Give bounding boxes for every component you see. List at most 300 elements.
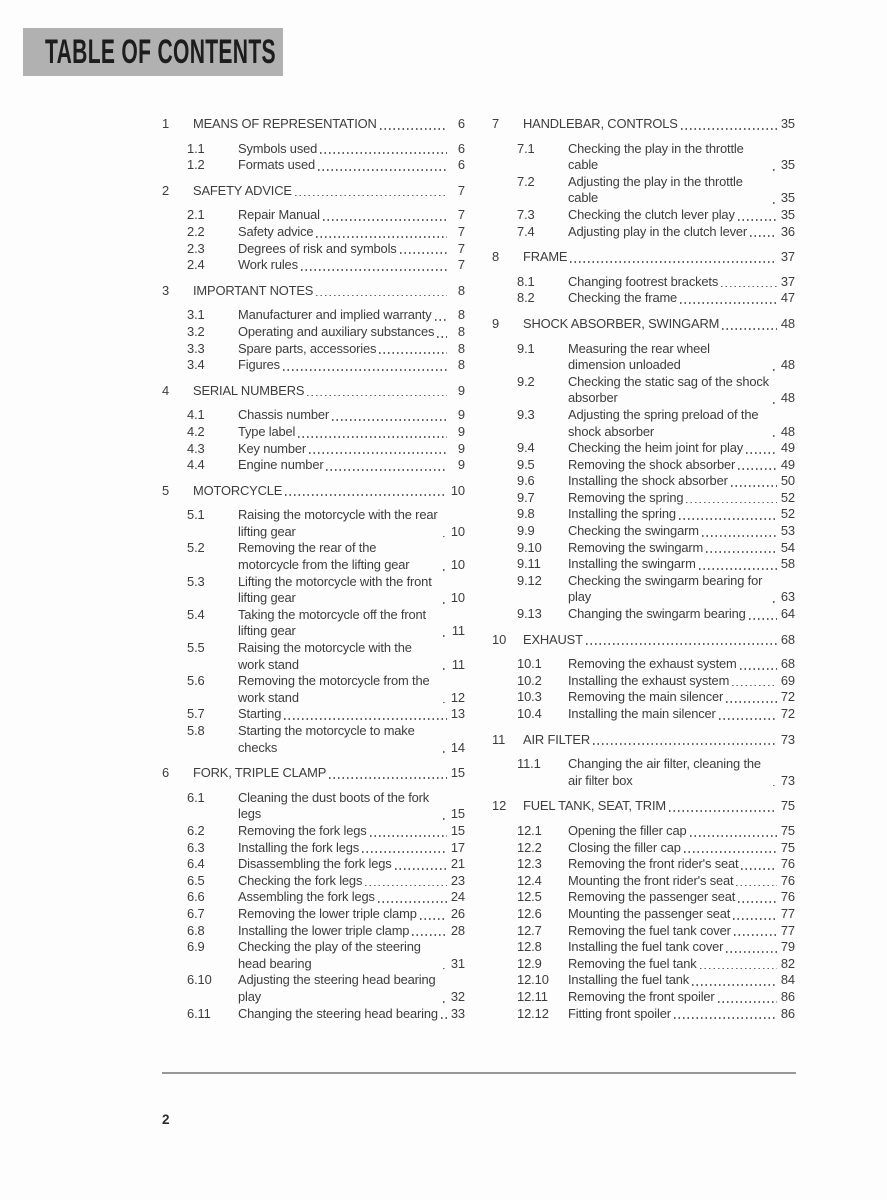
entry-number: 9.8 bbox=[517, 506, 535, 522]
entry-number: 7.4 bbox=[517, 223, 535, 239]
entry-title: MEANS OF REPRESENTATION bbox=[193, 116, 377, 131]
dot-leader bbox=[443, 751, 447, 753]
dot-leader bbox=[738, 219, 777, 221]
entry-title: MOTORCYCLE bbox=[193, 482, 283, 498]
entry-number: 8.2 bbox=[517, 290, 535, 306]
entry-page: 75 bbox=[780, 839, 795, 855]
entry-number: 1.2 bbox=[187, 157, 205, 173]
page-header bbox=[23, 28, 283, 76]
dot-leader bbox=[316, 236, 447, 238]
entry-number: 5.4 bbox=[187, 606, 205, 622]
entry-number: 9.6 bbox=[517, 473, 535, 489]
entry-title: Checking the static sag of the shock absorber bbox=[568, 373, 769, 406]
dot-leader bbox=[749, 618, 777, 620]
toc-section-entry bbox=[492, 274, 795, 291]
entry-title: Assembling the fork legs bbox=[238, 889, 375, 905]
entry-title: Removing the exhaust system bbox=[568, 656, 737, 672]
dot-leader bbox=[681, 128, 777, 130]
dot-leader bbox=[435, 319, 447, 321]
dot-leader bbox=[679, 518, 777, 520]
toc-section-entry bbox=[492, 473, 795, 490]
dot-leader bbox=[702, 535, 777, 537]
entry-page: 15 bbox=[450, 806, 465, 822]
entry-number: 12 bbox=[492, 798, 507, 814]
entry-title: Changing the swingarm bearing bbox=[568, 606, 746, 622]
toc-chapter-entry bbox=[492, 249, 795, 266]
toc-section-entry bbox=[162, 906, 465, 923]
entry-number: 9.12 bbox=[517, 572, 542, 588]
dot-leader bbox=[443, 635, 447, 637]
entry-number: 4.2 bbox=[187, 423, 205, 439]
dot-leader bbox=[726, 701, 777, 703]
entry-title: Removing the front rider's seat bbox=[568, 856, 739, 872]
entry-page: 49 bbox=[780, 440, 795, 456]
entry-page: 73 bbox=[780, 772, 795, 788]
entry-number: 8.1 bbox=[517, 273, 535, 289]
entry-title: SAFETY ADVICE bbox=[193, 182, 292, 198]
entry-page: 77 bbox=[780, 905, 795, 921]
dot-leader bbox=[722, 328, 777, 330]
entry-page: 37 bbox=[780, 273, 795, 289]
entry-title: Changing footrest brackets bbox=[568, 273, 719, 289]
entry-number: 6.9 bbox=[187, 939, 205, 955]
entry-number: 12.7 bbox=[517, 922, 542, 938]
entry-number: 9.7 bbox=[517, 489, 535, 505]
entry-number: 10.3 bbox=[517, 689, 542, 705]
dot-leader bbox=[686, 502, 776, 504]
dot-leader bbox=[700, 968, 777, 970]
entry-title: Engine number bbox=[238, 457, 324, 473]
dot-leader bbox=[738, 901, 777, 903]
dot-leader bbox=[443, 968, 447, 970]
toc-section-entry bbox=[162, 790, 465, 823]
dot-leader bbox=[699, 568, 777, 570]
toc-section-entry bbox=[492, 856, 795, 873]
toc-section-entry bbox=[162, 873, 465, 890]
toc-section-entry bbox=[492, 873, 795, 890]
toc-section-entry bbox=[492, 174, 795, 207]
entry-number: 12.5 bbox=[517, 889, 542, 905]
entry-page: 53 bbox=[780, 523, 795, 539]
toc-chapter-entry bbox=[162, 116, 465, 133]
entry-page: 8 bbox=[457, 307, 465, 323]
entry-page: 8 bbox=[457, 357, 465, 373]
dot-leader bbox=[395, 868, 447, 870]
entry-number: 8 bbox=[492, 249, 500, 265]
entry-number: 4 bbox=[162, 382, 170, 398]
entry-title: Checking the play of the steering head bearing bbox=[238, 939, 421, 971]
entry-number: 6.1 bbox=[187, 789, 205, 805]
entry-page: 7 bbox=[457, 240, 465, 256]
entry-number: 6.10 bbox=[187, 972, 212, 988]
entry-title: Installing the shock absorber bbox=[568, 473, 728, 489]
entry-title: Type label bbox=[238, 423, 296, 439]
toc-chapter-entry bbox=[162, 483, 465, 500]
entry-title: Taking the motorcycle off the front lifting gear bbox=[238, 606, 426, 639]
toc-section-entry bbox=[162, 224, 465, 241]
toc-section-entry bbox=[162, 157, 465, 174]
entry-page: 86 bbox=[780, 1005, 795, 1021]
entry-number: 12.6 bbox=[517, 905, 542, 921]
dot-leader bbox=[733, 918, 777, 920]
entry-number: 12.2 bbox=[517, 839, 542, 855]
entry-page: 58 bbox=[780, 556, 795, 572]
entry-page: 33 bbox=[450, 1005, 465, 1021]
entry-page: 10 bbox=[450, 523, 465, 539]
entry-number: 1.1 bbox=[187, 140, 205, 156]
toc-section-entry bbox=[162, 457, 465, 474]
toc-section-entry bbox=[162, 257, 465, 274]
entry-title: Removing the swingarm bbox=[568, 539, 704, 555]
toc-section-entry bbox=[492, 656, 795, 673]
dot-leader bbox=[734, 934, 777, 936]
toc-section-entry bbox=[162, 972, 465, 1005]
toc-section-entry bbox=[492, 989, 795, 1006]
entry-page: 77 bbox=[780, 922, 795, 938]
dot-leader bbox=[443, 818, 447, 820]
entry-page: 75 bbox=[780, 798, 795, 814]
toc-chapter-entry bbox=[162, 765, 465, 782]
entry-page: 15 bbox=[450, 822, 465, 838]
entry-number: 4.4 bbox=[187, 457, 205, 473]
dot-leader bbox=[741, 868, 776, 870]
toc-section-entry bbox=[492, 457, 795, 474]
dot-leader bbox=[773, 785, 777, 787]
dot-leader bbox=[773, 369, 777, 371]
dot-leader bbox=[443, 569, 447, 571]
entry-title: Removing the motorcycle from the work stand bbox=[238, 673, 430, 705]
dot-leader bbox=[443, 702, 447, 704]
toc-section-entry bbox=[492, 889, 795, 906]
dot-leader bbox=[750, 235, 777, 237]
toc-section-entry bbox=[162, 673, 465, 706]
entry-title: Chassis number bbox=[238, 407, 330, 423]
entry-page: 48 bbox=[780, 315, 795, 331]
entry-title: Adjusting the steering head bearing play bbox=[238, 972, 436, 1004]
entry-title: Checking the swingarm bearing for play bbox=[568, 572, 763, 605]
entry-title: Adjusting the spring preload of the shock absorber bbox=[568, 406, 759, 439]
footer-divider bbox=[162, 1072, 796, 1074]
entry-title: Starting bbox=[238, 706, 282, 722]
dot-leader bbox=[680, 302, 777, 304]
entry-title: Installing the swingarm bbox=[568, 556, 696, 572]
entry-title: Checking the swingarm bbox=[568, 523, 699, 539]
entry-number: 9.5 bbox=[517, 456, 535, 472]
entry-page: 36 bbox=[780, 223, 795, 239]
dot-leader bbox=[674, 1017, 777, 1019]
entry-title: Opening the filler cap bbox=[568, 822, 687, 838]
entry-number: 6.3 bbox=[187, 839, 205, 855]
toc-section-entry bbox=[492, 374, 795, 407]
entry-title: Removing the rear of the motorcycle from the lifting gear bbox=[238, 540, 410, 573]
entry-number: 1 bbox=[162, 116, 170, 131]
toc-section-entry bbox=[492, 290, 795, 307]
entry-page: 24 bbox=[450, 889, 465, 905]
entry-page: 10 bbox=[450, 557, 465, 573]
entry-title: Closing the filler cap bbox=[568, 839, 681, 855]
entry-page: 7 bbox=[457, 182, 465, 198]
entry-number: 10.1 bbox=[517, 656, 542, 672]
entry-number: 4.3 bbox=[187, 440, 205, 456]
entry-page: 35 bbox=[780, 190, 795, 206]
entry-title: SHOCK ABSORBER, SWINGARM bbox=[523, 315, 720, 331]
entry-page: 48 bbox=[780, 423, 795, 439]
dot-leader bbox=[736, 885, 776, 887]
entry-title: Removing the lower triple clamp bbox=[238, 905, 417, 921]
entry-number: 12.12 bbox=[517, 1005, 549, 1021]
toc-section-entry bbox=[492, 224, 795, 241]
entry-title: Checking the frame bbox=[568, 290, 678, 306]
dot-leader bbox=[285, 494, 447, 496]
dot-leader bbox=[332, 419, 447, 421]
dot-leader bbox=[309, 452, 447, 454]
entry-number: 3.1 bbox=[187, 307, 205, 323]
entry-page: 35 bbox=[780, 157, 795, 173]
dot-leader bbox=[437, 336, 447, 338]
toc-section-entry bbox=[162, 307, 465, 324]
entry-number: 7.1 bbox=[517, 140, 535, 156]
entry-number: 2.3 bbox=[187, 240, 205, 256]
entry-title: Formats used bbox=[238, 157, 316, 173]
entry-number: 6.8 bbox=[187, 922, 205, 938]
dot-leader bbox=[365, 885, 447, 887]
toc-section-entry bbox=[492, 407, 795, 440]
entry-page: 7 bbox=[457, 257, 465, 273]
entry-title: Removing the spring bbox=[568, 489, 684, 505]
toc-section-entry bbox=[492, 556, 795, 573]
entry-page: 23 bbox=[450, 872, 465, 888]
dot-leader bbox=[318, 169, 447, 171]
toc-section-entry bbox=[162, 1006, 465, 1023]
dot-leader bbox=[298, 436, 447, 438]
toc-section-entry bbox=[492, 506, 795, 523]
dot-leader bbox=[706, 551, 777, 553]
entry-title: Installing the exhaust system bbox=[568, 672, 730, 688]
entry-number: 10.2 bbox=[517, 672, 542, 688]
entry-page: 76 bbox=[780, 872, 795, 888]
dot-leader bbox=[412, 934, 447, 936]
dot-leader bbox=[320, 152, 447, 154]
dot-leader bbox=[379, 352, 447, 354]
dot-leader bbox=[326, 469, 447, 471]
toc-section-entry bbox=[492, 906, 795, 923]
entry-number: 9.9 bbox=[517, 523, 535, 539]
entry-title: Removing the passenger seat bbox=[568, 889, 736, 905]
entry-page: 9 bbox=[457, 440, 465, 456]
dot-leader bbox=[593, 743, 777, 745]
entry-title: FRAME bbox=[523, 249, 568, 265]
entry-number: 5.8 bbox=[187, 723, 205, 738]
toc-section-entry bbox=[492, 1006, 795, 1023]
dot-leader bbox=[586, 643, 777, 645]
entry-number: 7 bbox=[492, 116, 500, 131]
entry-page: 52 bbox=[780, 489, 795, 505]
dot-leader bbox=[316, 295, 447, 297]
toc-chapter-entry bbox=[492, 116, 795, 133]
entry-number: 10.4 bbox=[517, 706, 542, 721]
entry-page: 13 bbox=[450, 706, 465, 722]
entry-page: 8 bbox=[457, 323, 465, 339]
toc-section-entry bbox=[492, 939, 795, 956]
toc-section-entry bbox=[162, 889, 465, 906]
dot-leader bbox=[726, 951, 777, 953]
entry-page: 7 bbox=[457, 223, 465, 239]
entry-title: Lifting the motorcycle with the front lifting gear bbox=[238, 573, 432, 606]
entry-page: 73 bbox=[780, 731, 795, 747]
entry-page: 35 bbox=[780, 116, 795, 131]
dot-leader bbox=[307, 395, 447, 397]
entry-page: 11 bbox=[451, 623, 465, 639]
dot-leader bbox=[732, 685, 777, 687]
entry-page: 76 bbox=[780, 856, 795, 872]
entry-number: 5.7 bbox=[187, 706, 205, 722]
dot-leader bbox=[669, 810, 777, 812]
entry-number: 2.1 bbox=[187, 207, 205, 223]
entry-number: 9.1 bbox=[517, 340, 535, 356]
entry-title: Disassembling the fork legs bbox=[238, 856, 392, 872]
entry-page: 54 bbox=[780, 539, 795, 555]
toc-section-entry bbox=[162, 840, 465, 857]
dot-leader bbox=[721, 286, 777, 288]
dot-leader bbox=[362, 851, 447, 853]
entry-page: 50 bbox=[780, 473, 795, 489]
entry-title: Measuring the rear wheel dimension unloaded bbox=[568, 340, 710, 373]
toc-section-entry bbox=[162, 706, 465, 723]
dot-leader bbox=[773, 601, 777, 603]
table-of-contents bbox=[162, 116, 795, 1022]
entry-page: 12 bbox=[450, 689, 465, 705]
entry-title: Installing the fork legs bbox=[238, 839, 360, 855]
toc-section-entry bbox=[492, 341, 795, 374]
toc-section-entry bbox=[492, 573, 795, 606]
entry-number: 2.4 bbox=[187, 257, 205, 273]
entry-page: 69 bbox=[780, 672, 795, 688]
entry-page: 35 bbox=[780, 206, 795, 222]
entry-number: 11 bbox=[492, 731, 506, 747]
toc-section-entry bbox=[162, 923, 465, 940]
entry-page: 21 bbox=[450, 856, 465, 872]
entry-page: 9 bbox=[457, 382, 465, 398]
entry-page: 49 bbox=[780, 456, 795, 472]
entry-number: 6.7 bbox=[187, 905, 205, 921]
entry-title: HANDLEBAR, CONTROLS bbox=[523, 116, 678, 131]
toc-chapter-entry bbox=[162, 183, 465, 200]
dot-leader bbox=[684, 851, 777, 853]
entry-number: 11.1 bbox=[517, 756, 541, 772]
entry-page: 52 bbox=[780, 506, 795, 522]
entry-number: 9.11 bbox=[517, 556, 541, 572]
entry-title: Mounting the front rider's seat bbox=[568, 872, 734, 888]
entry-title: Removing the fuel tank bbox=[568, 955, 697, 971]
entry-title: Figures bbox=[238, 357, 280, 373]
entry-page: 8 bbox=[457, 282, 465, 298]
entry-number: 3.4 bbox=[187, 357, 205, 373]
dot-leader bbox=[740, 668, 777, 670]
entry-number: 12.1 bbox=[517, 822, 542, 838]
dot-leader bbox=[773, 202, 777, 204]
dot-leader bbox=[420, 918, 447, 920]
dot-leader bbox=[323, 219, 447, 221]
entry-title: Removing the fuel tank cover bbox=[568, 922, 731, 938]
dot-leader bbox=[400, 252, 447, 254]
dot-leader bbox=[441, 1017, 447, 1019]
dot-leader bbox=[692, 984, 777, 986]
toc-section-entry bbox=[492, 490, 795, 507]
toc-column bbox=[492, 116, 795, 1022]
entry-page: 75 bbox=[780, 822, 795, 838]
entry-title: Spare parts, accessories bbox=[238, 340, 377, 356]
dot-leader bbox=[570, 261, 776, 263]
entry-title: Starting the motorcycle to make checks bbox=[238, 723, 415, 755]
entry-number: 5.2 bbox=[187, 540, 205, 556]
toc-section-entry bbox=[162, 607, 465, 640]
entry-title: Checking the fork legs bbox=[238, 872, 363, 888]
dot-leader bbox=[283, 369, 447, 371]
entry-title: Raising the motorcycle with the work stand bbox=[238, 640, 412, 672]
dot-leader bbox=[443, 668, 447, 670]
toc-section-entry bbox=[162, 723, 465, 756]
entry-number: 5 bbox=[162, 482, 170, 498]
toc-section-entry bbox=[162, 574, 465, 607]
entry-title: Key number bbox=[238, 440, 307, 456]
entry-number: 9.13 bbox=[517, 606, 542, 622]
toc-chapter-entry bbox=[162, 283, 465, 300]
entry-number: 12.3 bbox=[517, 856, 542, 872]
dot-leader bbox=[690, 835, 777, 837]
entry-page: 72 bbox=[780, 706, 795, 721]
entry-number: 12.9 bbox=[517, 955, 542, 971]
entry-page: 10 bbox=[450, 590, 465, 606]
dot-leader bbox=[773, 435, 777, 437]
toc-section-entry bbox=[492, 207, 795, 224]
entry-title: Repair Manual bbox=[238, 207, 320, 223]
entry-number: 6 bbox=[162, 765, 170, 781]
entry-number: 7.2 bbox=[517, 173, 535, 189]
page-title: TABLE OF CONTENTS bbox=[45, 32, 276, 71]
toc-section-entry bbox=[162, 424, 465, 441]
entry-title: Symbols used bbox=[238, 140, 318, 156]
entry-title: Changing the steering head bearing bbox=[238, 1005, 438, 1021]
dot-leader bbox=[284, 718, 447, 720]
entry-title: Adjusting play in the clutch lever bbox=[568, 223, 748, 239]
entry-page: 6 bbox=[457, 157, 465, 173]
entry-number: 9.2 bbox=[517, 373, 535, 389]
toc-section-entry bbox=[162, 856, 465, 873]
dot-leader bbox=[773, 169, 777, 171]
entry-number: 6.11 bbox=[187, 1005, 211, 1021]
toc-section-entry bbox=[162, 141, 465, 158]
entry-page: 15 bbox=[450, 765, 465, 781]
entry-page: 14 bbox=[450, 739, 465, 755]
entry-page: 31 bbox=[450, 955, 465, 971]
entry-page: 10 bbox=[450, 482, 465, 498]
entry-page: 48 bbox=[780, 390, 795, 406]
entry-title: Degrees of risk and symbols bbox=[238, 240, 397, 256]
entry-title: Removing the shock absorber bbox=[568, 456, 736, 472]
entry-title: Checking the heim joint for play bbox=[568, 440, 744, 456]
entry-page: 9 bbox=[457, 423, 465, 439]
entry-number: 4.1 bbox=[187, 407, 205, 423]
entry-number: 12.10 bbox=[517, 972, 549, 988]
entry-title: Adjusting the play in the throttle cable bbox=[568, 173, 743, 206]
entry-title: IMPORTANT NOTES bbox=[193, 282, 314, 298]
entry-number: 9.4 bbox=[517, 440, 535, 456]
entry-title: Work rules bbox=[238, 257, 298, 273]
entry-page: 86 bbox=[780, 988, 795, 1004]
entry-title: FUEL TANK, SEAT, TRIM bbox=[523, 798, 666, 814]
entry-title: Checking the play in the throttle cable bbox=[568, 140, 744, 173]
toc-section-entry bbox=[492, 956, 795, 973]
